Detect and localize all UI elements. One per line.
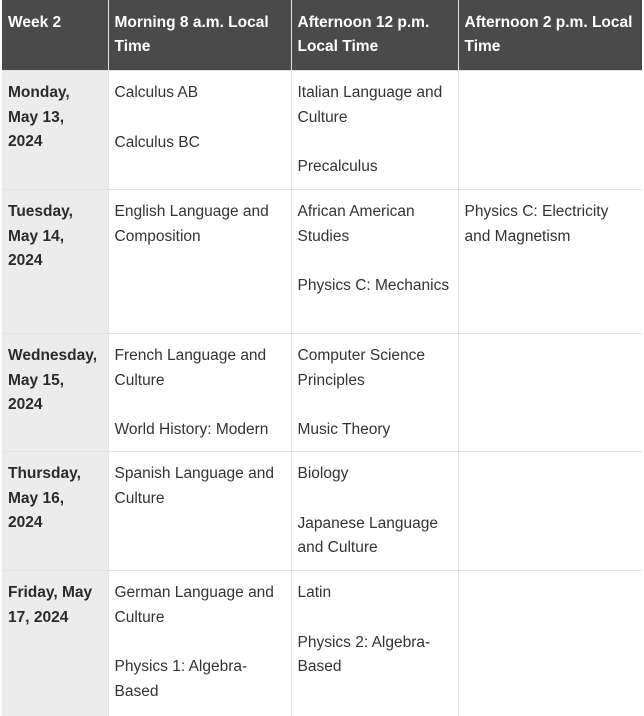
noon-cell [291, 71, 458, 190]
header-row [2, 0, 642, 71]
exam-entry: Japanese Language and Culture [297, 514, 438, 556]
morning-cell [108, 452, 291, 571]
header-noon: Afternoon 12 p.m. Local Time [291, 0, 458, 71]
table-row [2, 71, 642, 190]
exam-entry: English Language and Composition [114, 203, 269, 245]
exam-entry: Precalculus [297, 158, 378, 175]
exam-entry: French Language and Culture [114, 347, 267, 389]
exam-entry: Spanish Language and Culture [114, 465, 274, 507]
table-row [2, 452, 642, 571]
header-week: Week 2 [2, 0, 108, 71]
noon-cell [291, 452, 458, 571]
exam-entry: Physics 2: Algebra-Based [297, 633, 431, 675]
exam-entry: Computer Science Principles [297, 347, 426, 389]
header-afternoon-2pm: Afternoon 2 p.m. Local Time [458, 0, 642, 71]
exam-entry: African American Studies [297, 203, 415, 245]
afternoon-2pm-cell [458, 571, 642, 716]
exam-entry: Italian Language and Culture [297, 84, 443, 126]
day-cell: Monday, May 13, 2024 [2, 71, 108, 190]
exam-entry: Calculus BC [114, 133, 200, 151]
afternoon-2pm-cell [458, 452, 642, 571]
afternoon-2pm-cell [458, 334, 642, 452]
morning-cell [108, 571, 291, 716]
day-cell: Tuesday, May 14, 2024 [2, 190, 108, 334]
table-row [2, 571, 642, 716]
day-cell: Friday, May 17, 2024 [2, 571, 108, 716]
noon-cell [291, 190, 458, 334]
morning-cell [108, 190, 291, 334]
noon-cell [291, 571, 458, 716]
exam-entry: German Language and Culture [114, 584, 274, 626]
header-morning: Morning 8 a.m. Local Time [108, 0, 291, 71]
exam-entry: Physics 1: Algebra-Based [114, 658, 248, 700]
day-cell: Wednesday, May 15, 2024 [2, 334, 108, 452]
morning-cell [108, 334, 291, 452]
exam-entry: Biology [297, 465, 349, 482]
exam-entry: Physics C: Mechanics [297, 277, 450, 294]
afternoon-2pm-cell [458, 190, 642, 334]
afternoon-2pm-cell [458, 71, 642, 190]
table-row [2, 190, 642, 334]
day-cell: Thursday, May 16, 2024 [2, 452, 108, 571]
exam-entry: Physics C: Electricity and Magnetism [464, 203, 609, 245]
exam-entry: Latin [297, 584, 332, 601]
morning-cell [108, 71, 291, 190]
exam-entry: World History: Modern [114, 421, 269, 438]
table-row [2, 334, 642, 452]
exam-entry: Calculus AB [114, 84, 199, 101]
exam-entry: Music Theory [297, 421, 391, 438]
noon-cell [291, 334, 458, 452]
exam-schedule-table [2, 0, 642, 716]
